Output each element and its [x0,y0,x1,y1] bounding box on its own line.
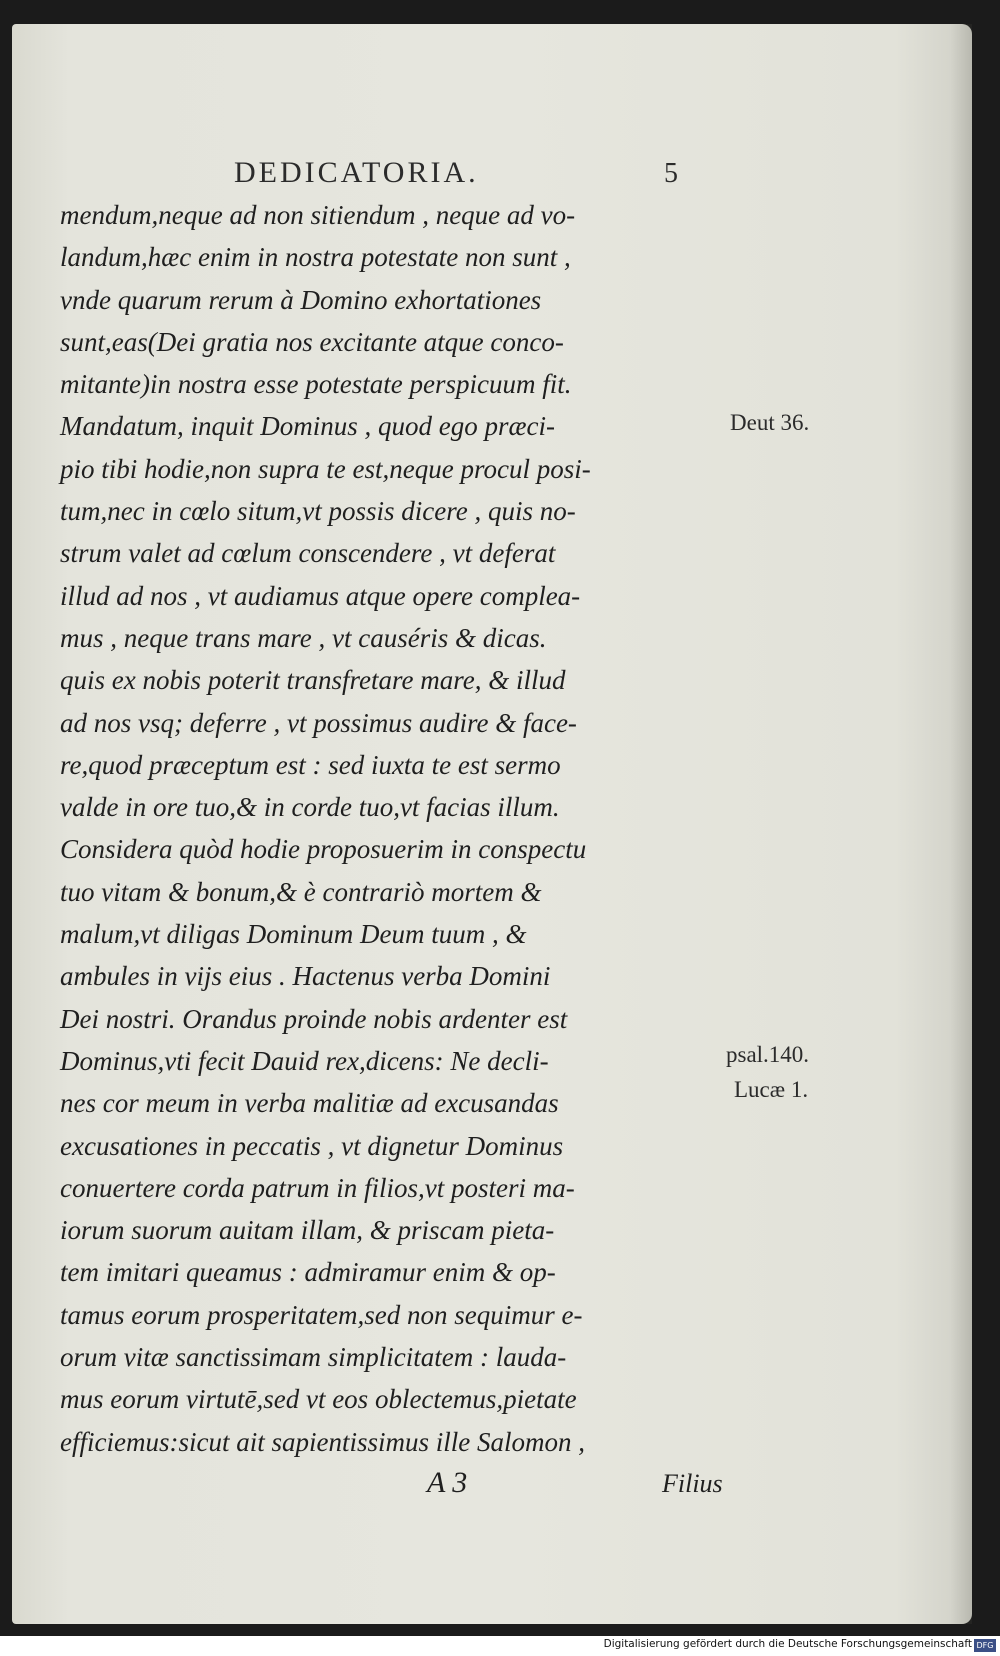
text-line: strum valet ad cœlum conscendere , vt deferat [60,538,556,569]
text-line: malum,vt diligas Dominum Deum tuum , & [60,919,527,950]
book-page [12,24,972,1624]
funding-credit: Digitalisierung gefördert durch die Deutsche Forschungsgemeinschaft [603,1638,972,1650]
body-text [60,194,740,1463]
digitization-footer [0,1636,1000,1656]
text-line: mendum,neque ad non sitiendum , neque ad vo- [60,200,576,230]
text-line: Dominus,vti fecit Dauid rex,dicens: Ne decli- [60,1045,549,1076]
text-line: ad nos vsq; deferre , vt possimus audire & face- [60,707,577,738]
text-line: ambules in vijs eius . Hactenus verba Domini [60,961,551,992]
text-line: vnde quarum rerum à Domino exhortationes [60,284,542,315]
text-line: mus eorum virtutē,sed vt eos oblectemus,pietate [60,1384,577,1415]
dfg-logo-icon: DFG [974,1639,996,1652]
text-line: quis ex nobis poterit transfretare mare, & illud [60,665,566,696]
text-line: efficiemus:sicut ait sapientissimus ille Salomon , [60,1426,585,1457]
marginal-note: psal.140. [726,1042,810,1067]
text-line: tamus eorum prosperitatem,sed non sequimur e- [60,1299,583,1330]
text-line: mitante)in nostra esse potestate perspicuum fit. [60,369,572,400]
running-head: DEDICATORIA. [234,156,479,189]
text-line: excusationes in peccatis , vt dignetur Dominus [60,1130,564,1161]
page-edge-shadow [950,24,972,1624]
marginal-note: Deut 36. [730,410,810,435]
text-line: tem imitari queamus : admiramur enim & op- [60,1257,556,1288]
text-line: nes cor meum in verba malitiæ ad excusandas [60,1088,559,1119]
text-line: valde in ore tuo,& in corde tuo,vt facias illum. [60,792,560,823]
text-line: iorum suorum auitam illam, & priscam pieta- [60,1215,555,1246]
catchword: Filius [662,1469,723,1498]
text-line: landum,hæc enim in nostra potestate non sunt , [60,242,571,273]
page-number: 5 [664,158,678,189]
text-line: Mandatum, inquit Dominus , quod ego præci- [60,411,555,442]
text-line: Considera quòd hodie proposuerim in conspectu [60,834,587,865]
text-line: orum vitæ sanctissimam simplicitatem : lauda- [60,1342,567,1373]
text-line: conuertere corda patrum in filios,vt posteri ma- [60,1172,575,1203]
text-line: mus , neque trans mare , vt causéris & dicas. [60,622,547,653]
text-line: illud ad nos , vt audiamus atque opere complea- [60,580,581,611]
signature-mark: A 3 [427,1466,468,1499]
text-line: sunt,eas(Dei gratia nos excitante atque conco- [60,326,564,357]
text-line: tuo vitam & bonum,& è contrariò mortem & [60,876,542,907]
text-line: pio tibi hodie,non supra te est,neque procul posi- [60,453,591,484]
text-line: re,quod præceptum est : sed iuxta te est sermo [60,749,561,780]
text-line: Dei nostri. Orandus proinde nobis ardenter est [60,1003,568,1034]
marginal-note: Lucæ 1. [734,1077,809,1102]
text-line: tum,nec in cœlo situm,vt possis dicere , quis no- [60,496,576,527]
